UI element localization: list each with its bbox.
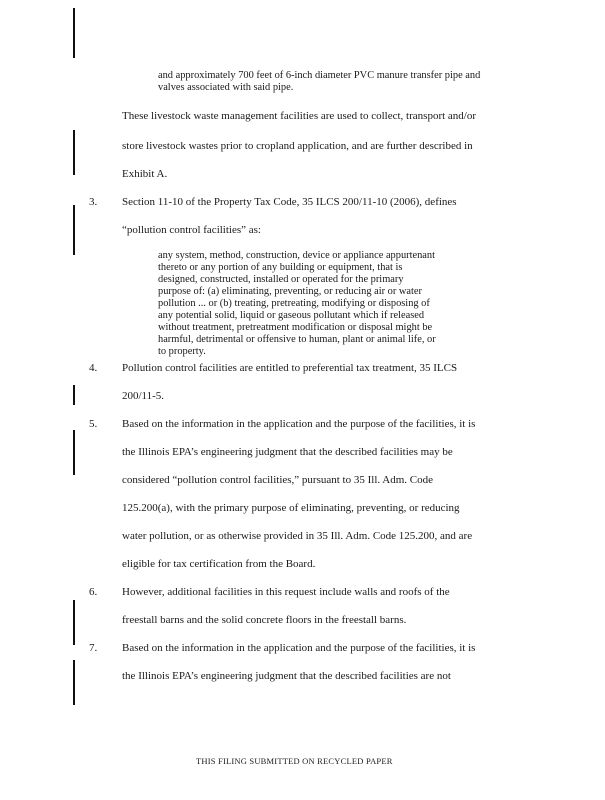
item-line: Based on the information in the application and the purpose of the facilities, it is [122,642,476,654]
item-number: 4. [89,362,98,374]
revision-bar [73,8,75,58]
page-footer: THIS FILING SUBMITTED ON RECYCLED PAPER [196,756,393,766]
block-quote-line: without treatment, pretreatment modification or disposal might be [158,322,433,333]
continuation-line: and approximately 700 feet of 6-inch diameter PVC manure transfer pipe and [158,70,481,81]
item-line: Based on the information in the application and the purpose of the facilities, it is [122,418,476,430]
paragraph-line: store livestock wastes prior to cropland application, and are further described in [122,140,473,152]
item-line: the Illinois EPA’s engineering judgment that the described facilities are not [122,670,451,682]
item-line: However, additional facilities in this request include walls and roofs of the [122,586,450,598]
item-line: 200/11-5. [122,390,165,402]
item-number: 7. [89,642,98,654]
revision-bar [73,385,75,405]
item-line: freestall barns and the solid concrete floors in the freestall barns. [122,614,407,626]
item-line: the Illinois EPA’s engineering judgment that the described facilities may be [122,446,453,458]
item-number: 5. [89,418,98,430]
block-quote-line: any potential solid, liquid or gaseous pollutant which if released [158,310,425,321]
block-quote-line: designed, constructed, installed or operated for the primary [158,274,404,285]
block-quote-line: pollution ... or (b) treating, pretreating, modifying or disposing of [158,298,430,309]
revision-bar [73,660,75,705]
block-quote-line: harmful, detrimental or offensive to human, plant or animal life, or [158,334,436,345]
continuation-line: valves associated with said pipe. [158,82,294,93]
item-number: 6. [89,586,98,598]
item-line: Section 11-10 of the Property Tax Code, 35 ILCS 200/11-10 (2006), defines [122,196,457,208]
block-quote-line: to property. [158,346,206,357]
paragraph-line: Exhibit A. [122,168,168,180]
revision-bar [73,130,75,175]
item-line: “pollution control facilities” as: [122,224,261,236]
item-line: considered “pollution control facilities,” pursuant to 35 Ill. Adm. Code [122,474,433,486]
paragraph-line: These livestock waste management facilities are used to collect, transport and/or [122,110,477,122]
item-line: water pollution, or as otherwise provided in 35 Ill. Adm. Code 125.200, and are [122,530,473,542]
item-line: Pollution control facilities are entitled to preferential tax treatment, 35 ILCS [122,362,458,374]
block-quote-line: thereto or any portion of any building or equipment, that is [158,262,403,273]
item-line: 125.200(a), with the primary purpose of eliminating, preventing, or reducing [122,502,460,514]
revision-bar [73,600,75,645]
item-line: eligible for tax certification from the Board. [122,558,316,570]
block-quote-line: any system, method, construction, device or appliance appurtenant [158,250,435,261]
item-number: 3. [89,196,98,208]
revision-bar [73,205,75,255]
revision-bar [73,430,75,475]
block-quote-line: purpose of: (a) eliminating, preventing, or reducing air or water [158,286,423,297]
